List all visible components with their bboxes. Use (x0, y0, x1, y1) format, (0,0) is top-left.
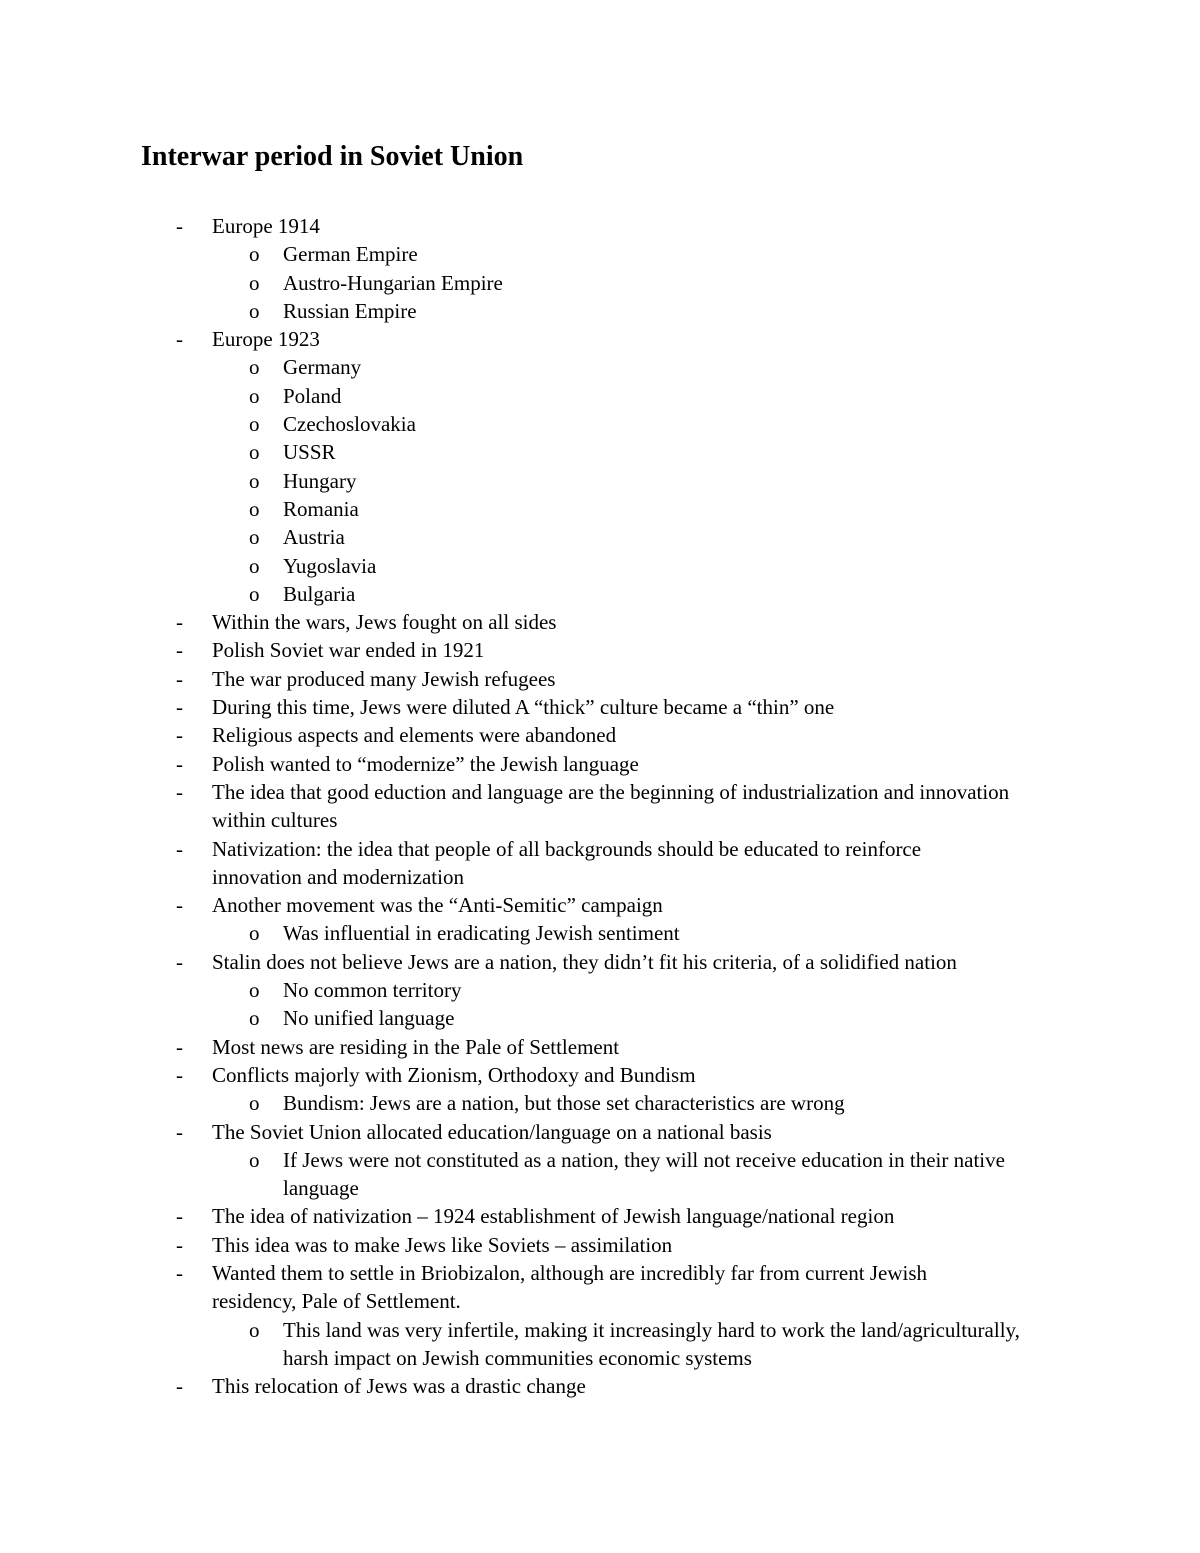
item-text: Czechoslovakia (283, 412, 416, 437)
item-text: Polish Soviet war ended in 1921 (212, 638, 485, 663)
item-text: Bulgaria (283, 581, 356, 606)
circle-bullet: o (249, 1317, 260, 1342)
circle-bullet: o (249, 496, 260, 521)
item-text: This relocation of Jews was a drastic change (212, 1374, 586, 1399)
list-item (0, 325, 1200, 353)
sub-list-item (0, 1089, 1200, 1117)
item-text: Hungary (283, 468, 357, 493)
list-item (0, 1231, 1200, 1259)
circle-bullet: o (249, 412, 260, 437)
list-item (0, 1259, 1200, 1316)
circle-bullet: o (249, 242, 260, 267)
item-text: If Jews were not constituted as a nation, they will not receive education in their native language (283, 1147, 1005, 1201)
item-text: Most news are residing in the Pale of Settlement (212, 1034, 620, 1059)
sub-list-item (0, 523, 1200, 551)
item-text: Austro-Hungarian Empire (283, 270, 503, 295)
dash-bullet: - (176, 1062, 183, 1087)
sub-list-item (0, 1004, 1200, 1032)
circle-bullet: o (249, 440, 260, 465)
circle-bullet: o (249, 921, 260, 946)
sub-list-item (0, 438, 1200, 466)
item-text: Germany (283, 355, 362, 380)
list-item (0, 750, 1200, 778)
sub-list-item (0, 580, 1200, 608)
item-text: German Empire (283, 242, 418, 267)
item-text: Yugoslavia (283, 553, 377, 578)
list-item (0, 693, 1200, 721)
item-text: Europe 1914 (212, 214, 320, 238)
list-item (0, 1118, 1200, 1146)
list-item (0, 1061, 1200, 1089)
item-text: Wanted them to settle in Briobizalon, although are incredibly far from current Jewish residency, Pale of Settlement. (212, 1260, 928, 1314)
item-text: Poland (283, 383, 342, 408)
dash-bullet: - (176, 666, 183, 691)
item-text: The Soviet Union allocated education/language on a national basis (212, 1119, 772, 1144)
item-text: The idea of nativization – 1924 establishment of Jewish language/national region (212, 1204, 895, 1229)
circle-bullet: o (249, 978, 260, 1003)
notes-list (0, 212, 1200, 1400)
list-item (0, 778, 1200, 835)
circle-bullet: o (249, 1006, 260, 1031)
sub-list-item (0, 976, 1200, 1004)
list-item (0, 665, 1200, 693)
sub-list-item (0, 919, 1200, 947)
dash-bullet: - (176, 610, 183, 635)
list-item (0, 608, 1200, 636)
item-text: Another movement was the “Anti-Semitic” campaign (212, 893, 663, 918)
sub-list-item (0, 382, 1200, 410)
dash-bullet: - (176, 638, 183, 663)
dash-bullet: - (176, 723, 183, 748)
list-item (0, 212, 1200, 240)
list-item (0, 835, 1200, 892)
dash-bullet: - (176, 695, 183, 720)
list-item (0, 1372, 1200, 1400)
item-text: The war produced many Jewish refugees (212, 666, 556, 691)
sub-list-item (0, 495, 1200, 523)
dash-bullet: - (176, 214, 183, 238)
dash-bullet: - (176, 949, 183, 974)
dash-bullet: - (176, 751, 183, 776)
page-title: Interwar period in Soviet Union (141, 141, 524, 172)
item-text: Polish wanted to “modernize” the Jewish language (212, 751, 639, 776)
list-item (0, 721, 1200, 749)
circle-bullet: o (249, 1147, 260, 1172)
dash-bullet: - (176, 836, 183, 861)
sub-list-item (0, 353, 1200, 381)
item-text: Conflicts majorly with Zionism, Orthodoxy and Bundism (212, 1062, 696, 1087)
list-item (0, 1202, 1200, 1230)
sub-list-item (0, 410, 1200, 438)
circle-bullet: o (249, 355, 260, 380)
dash-bullet: - (176, 893, 183, 918)
list-item (0, 891, 1200, 919)
item-text: This idea was to make Jews like Soviets – assimilation (212, 1232, 673, 1257)
item-text: This land was very infertile, making it increasingly hard to work the land/agriculturally, harsh impact on Jewish communities economic systems (283, 1317, 1020, 1370)
dash-bullet: - (176, 1232, 183, 1257)
sub-list-item (0, 1316, 1200, 1373)
circle-bullet: o (249, 581, 260, 606)
circle-bullet: o (249, 553, 260, 578)
dash-bullet: - (176, 1374, 183, 1399)
dash-bullet: - (176, 1034, 183, 1059)
item-text: Romania (283, 496, 359, 521)
item-text: The idea that good eduction and language are the beginning of industrialization and innovation within cultures (212, 779, 1010, 833)
item-text: Bundism: Jews are a nation, but those set characteristics are wrong (283, 1091, 845, 1116)
item-text: No common territory (283, 978, 462, 1003)
item-text: Stalin does not believe Jews are a nation, they didn’t fit his criteria, of a solidified nation (212, 949, 957, 974)
dash-bullet: - (176, 779, 183, 804)
item-text: Russian Empire (283, 298, 417, 323)
dash-bullet: - (176, 327, 183, 352)
sub-list-item (0, 1146, 1200, 1203)
sub-list-item (0, 269, 1200, 297)
dash-bullet: - (176, 1204, 183, 1229)
circle-bullet: o (249, 270, 260, 295)
circle-bullet: o (249, 1091, 260, 1116)
item-text: No unified language (283, 1006, 455, 1031)
list-item (0, 1033, 1200, 1061)
list-item (0, 636, 1200, 664)
sub-list-item (0, 297, 1200, 325)
circle-bullet: o (249, 298, 260, 323)
item-text: Religious aspects and elements were abandoned (212, 723, 617, 748)
item-text: Nativization: the idea that people of all backgrounds should be educated to reinforce innovation and modernization (212, 836, 922, 889)
circle-bullet: o (249, 525, 260, 550)
sub-list-item (0, 240, 1200, 268)
item-text: Within the wars, Jews fought on all sides (212, 610, 557, 635)
circle-bullet: o (249, 383, 260, 408)
item-text: Was influential in eradicating Jewish sentiment (283, 921, 680, 946)
dash-bullet: - (176, 1260, 183, 1285)
item-text: USSR (283, 440, 336, 465)
item-text: During this time, Jews were diluted A “thick” culture became a “thin” one (212, 695, 835, 720)
circle-bullet: o (249, 468, 260, 493)
dash-bullet: - (176, 1119, 183, 1144)
list-item (0, 948, 1200, 976)
sub-list-item (0, 552, 1200, 580)
sub-list-item (0, 467, 1200, 495)
item-text: Europe 1923 (212, 327, 320, 352)
item-text: Austria (283, 525, 345, 550)
